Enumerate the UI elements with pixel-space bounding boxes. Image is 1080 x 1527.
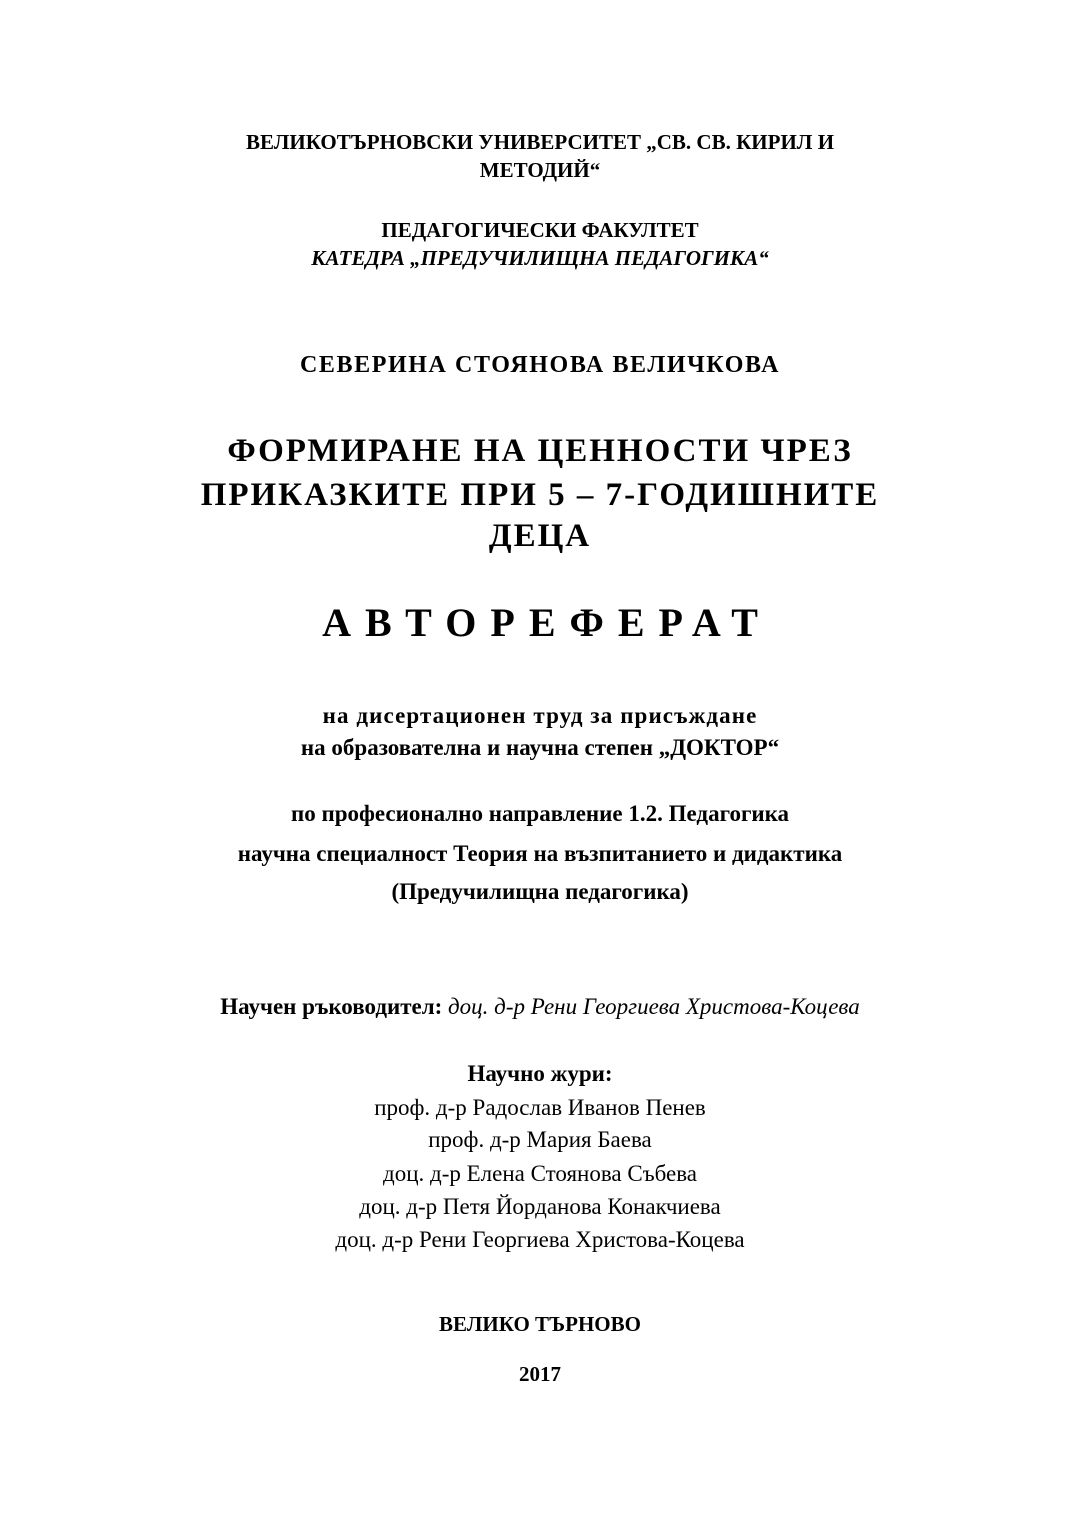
year: 2017 [519, 1362, 561, 1386]
supervisor-name: доц. д-р Рени Георгиева Христова-Коцева [448, 994, 860, 1019]
thesis-title-line-1: ФОРМИРАНЕ НА ЦЕННОСТИ ЧРЕЗ [227, 433, 853, 469]
description-line-1: на дисертационен труд за присъждане [322, 703, 758, 728]
jury-title: Научно жури: [467, 1061, 613, 1086]
field-line-3: (Предучилищна педагогика) [391, 879, 689, 904]
jury-member: проф. д-р Радослав Иванов Пенев [374, 1095, 706, 1120]
field-line-2: научна специалност Теория на възпитанието и дидактика [237, 841, 843, 866]
jury-member: доц. д-р Петя Йорданова Конакчиева [359, 1194, 721, 1219]
author-name: СЕВЕРИНА СТОЯНОВА ВЕЛИЧКОВА [299, 352, 781, 378]
department-name: КАТЕДРА „ПРЕДУЧИЛИЩНА ПЕДАГОГИКА“ [311, 246, 769, 270]
supervisor-label: Научен ръководител: [220, 994, 443, 1019]
jury-member: доц. д-р Рени Георгиева Христова-Коцева [335, 1227, 745, 1252]
description-line-2: на образователна и научна степен „ДОКТОР“ [300, 735, 780, 760]
city: ВЕЛИКО ТЪРНОВО [439, 1312, 641, 1336]
faculty-name: ПЕДАГОГИЧЕСКИ ФАКУЛТЕТ [381, 218, 699, 242]
thesis-title-line-2: ПРИКАЗКИТЕ ПРИ 5 – 7-ГОДИШНИТЕ [200, 477, 880, 513]
supervisor [0, 994, 1080, 1020]
jury-member: проф. д-р Мария Баева [428, 1127, 652, 1152]
jury-member: доц. д-р Елена Стоянова Събева [383, 1161, 697, 1186]
university-name-line-1: ВЕЛИКОТЪРНОВСКИ УНИВЕРСИТЕТ „СВ. СВ. КИРИЛ И [245, 130, 835, 154]
university-name-line-2: МЕТОДИЙ“ [479, 158, 601, 182]
document-type-heading: АВТОРЕФЕРАТ [322, 600, 772, 645]
thesis-title-line-3: ДЕЦА [488, 518, 592, 554]
field-line-1: по професионално направление 1.2. Педагогика [290, 801, 790, 826]
